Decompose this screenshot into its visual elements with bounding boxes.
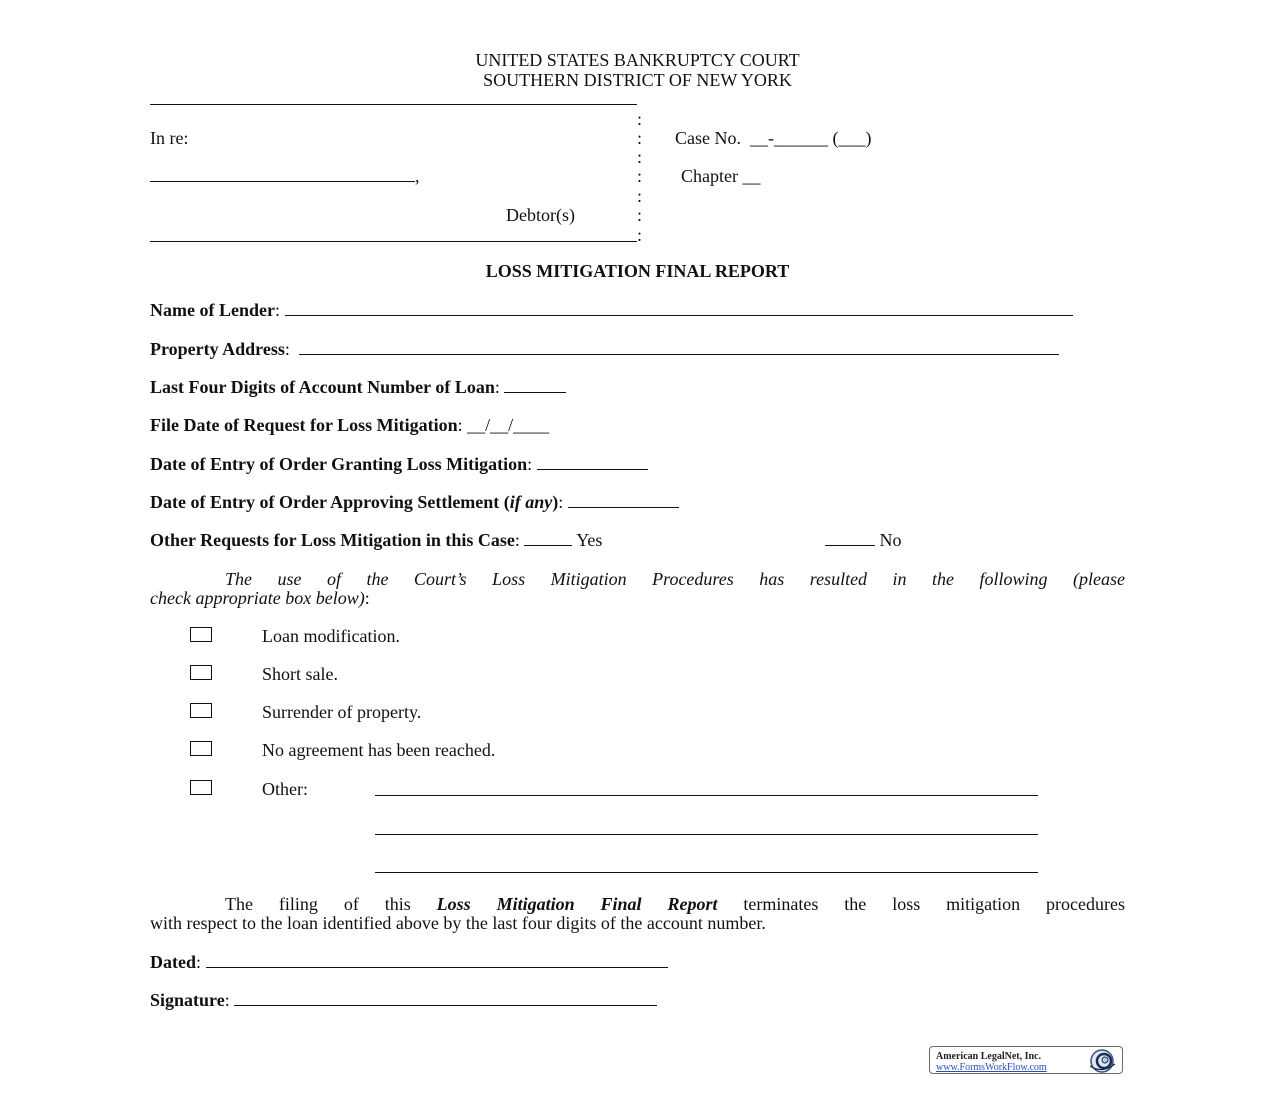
publisher-badge[interactable]	[929, 1046, 1123, 1074]
option-label: Short sale.	[262, 664, 338, 684]
in-re-label: In re:	[150, 128, 189, 148]
option-label: Surrender of property.	[262, 702, 422, 722]
caption-colon: :	[637, 128, 643, 148]
option-label: No agreement has been reached.	[262, 740, 496, 760]
order-approving-date-field[interactable]: Date of Entry of Order Approving Settlement (if any):	[150, 493, 679, 511]
option-label: Loan modification.	[262, 626, 400, 646]
no-agreement-checkbox[interactable]	[190, 741, 212, 756]
intro-paragraph-line2: check appropriate box below):	[150, 588, 370, 608]
report-title: LOSS MITIGATION FINAL REPORT	[485, 261, 790, 281]
chapter-number[interactable]: Chapter __	[681, 166, 761, 186]
other-line-2[interactable]	[375, 834, 1038, 835]
publisher-url[interactable]: www.FormsWorkFlow.com	[936, 1062, 1047, 1073]
caption-colon: :	[637, 147, 643, 167]
intro-paragraph-line1: The use of the Court’s Loss Mitigation Procedures has resulted in the following (please	[225, 569, 1125, 589]
case-number[interactable]: Case No. __-______ (___)	[675, 128, 872, 148]
loan-modification-checkbox[interactable]	[190, 627, 212, 642]
caption-bottom-rule	[150, 241, 637, 242]
lender-field[interactable]: Name of Lender:	[150, 301, 1073, 319]
debtor-label: Debtor(s)	[506, 205, 575, 225]
signature-field[interactable]: Signature:	[150, 991, 657, 1009]
court-name: UNITED STATES BANKRUPTCY COURT	[475, 50, 800, 70]
caption-colon: :	[637, 109, 643, 129]
option-label: Other:	[262, 779, 308, 799]
dated-field[interactable]: Dated:	[150, 953, 668, 971]
other-requests-no[interactable]: No	[825, 531, 902, 549]
account-digits-field[interactable]: Last Four Digits of Account Number of Loan:	[150, 378, 566, 396]
order-granting-date-field[interactable]: Date of Entry of Order Granting Loss Mitigation:	[150, 455, 648, 473]
other-line-1[interactable]	[375, 795, 1038, 796]
other-requests-field: Other Requests for Loss Mitigation in this Case: Yes	[150, 530, 603, 550]
file-date-field[interactable]: File Date of Request for Loss Mitigation: __/__/____	[150, 415, 550, 435]
caption-top-rule	[150, 104, 637, 105]
court-district: SOUTHERN DISTRICT OF NEW YORK	[483, 70, 792, 90]
closing-paragraph-line1: The filing of this Loss Mitigation Final Report terminates the loss mitigation procedures	[225, 894, 1126, 914]
other-line-3[interactable]	[375, 872, 1038, 873]
short-sale-checkbox[interactable]	[190, 665, 212, 680]
publisher-name: American LegalNet, Inc.	[936, 1051, 1041, 1062]
caption-colon: :	[637, 205, 643, 225]
globe-logo-icon	[1084, 1048, 1120, 1074]
caption-colon: :	[637, 225, 643, 245]
address-field[interactable]: Property Address:	[150, 340, 1059, 358]
caption-colon: :	[637, 186, 643, 206]
caption-colon: :	[637, 166, 643, 186]
other-checkbox[interactable]	[190, 780, 212, 795]
debtor-name-field[interactable]: ,	[150, 167, 420, 185]
closing-paragraph-line2: with respect to the loan identified above by the last four digits of the account number.	[150, 913, 766, 933]
surrender-checkbox[interactable]	[190, 703, 212, 718]
